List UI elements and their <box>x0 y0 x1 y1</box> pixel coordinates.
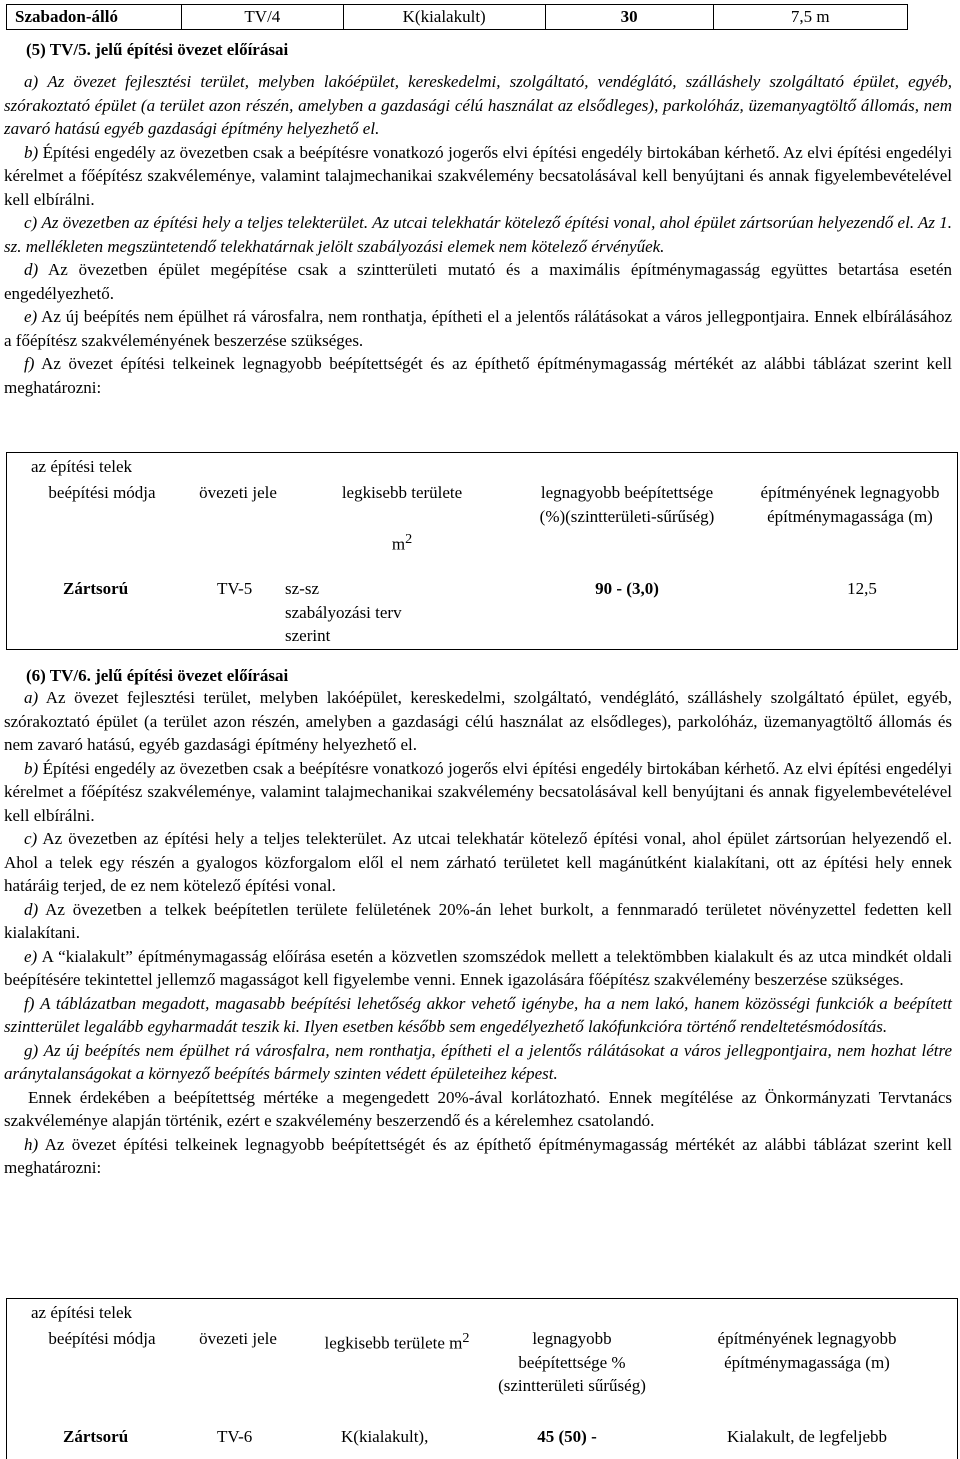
sec6-g-label: g) <box>24 1040 39 1060</box>
sec6-b-text: Építési engedély az övezetben csak a beépítésre vonatkozó jogerős elvi építési engedély birtokában kérhető. Az elvi építési engedélyi kérelmet a főépítész szakvéleménye, valamint talajmechanikai szakvélemény becsatolásával kell benyújtani és annak figyelembevételével kell elbírálni. <box>4 758 952 825</box>
table5-header-max-height: építményének legnagyobb építménymagassága (m) <box>760 483 940 526</box>
table6-header-zone: övezeti jele <box>199 1329 277 1348</box>
table6-row-min-area: K(kialakult), <box>341 1427 429 1446</box>
table6-header-min-area <box>317 1327 477 1355</box>
sec6-f-text: A táblázatban megadott, magasabb beépítési lehetőség akkor vehető igénybe, ha a nem lakó, hanem közösségi funkciók a beépített szintterület legalább egyharmadát teszik ki. Ilyen esetben később sem engedélyezhető lakófunkcióra történő rendeltetésmódosítás. <box>4 993 952 1036</box>
sec6-c-label: c) <box>24 829 38 848</box>
sec6-a-label: a) <box>24 688 39 707</box>
sec6-g-extra-text: Ennek érdekében a beépítettség mértéke a megengedett 20%-ával korlátozható. Ennek megítélése az Önkormányzati Tervtanács szakvéleménye alapján történik, ezért e szakvélemény beszerzendő és a kérelemhez csatolandó. <box>4 1087 952 1130</box>
table6-row-method: Zártsorú <box>63 1427 129 1446</box>
top-row-cell-4: 30 <box>545 5 713 30</box>
sec6-para-b <box>4 757 952 828</box>
table5-header-max-coverage: legnagyobb beépítettsége (%)(szintterületi-sűrűség) <box>539 483 715 526</box>
sec6-c-text: Az övezetben az építési hely a teljes telekterület. Az utcai telekhatár kötelező építési vonal, ahol épület zártsorúan helyezendő el. Ahol a telek egy részén a gyalogos közforgalom elől el nem zárható területet kell magánútként kialakítani, ott az építési hely ennek határáig terjed, de ez nem kötelező építési vonal. <box>4 829 953 895</box>
table5-header-min-area-unit: m <box>391 534 406 554</box>
sec5-c-label: c) <box>24 213 38 232</box>
section-5-heading: (5) TV/5. jelű építési övezet előírásai <box>26 40 289 59</box>
sec5-para-a <box>4 70 952 141</box>
sec6-g-text: Az új beépítés nem épülhet rá városfalra, nem ronthatja, építheti el a jelentős rálátásokat a város jellegpontjaira, nem hozhat létre aránytalanságokat a környező beépítés bármely szinten védett épületeihez képest. <box>4 1040 953 1083</box>
table6-row-max-height: Kialakult, de legfeljebb <box>726 1427 888 1446</box>
sec5-d-text: Az övezetben épület megépítése csak a szintterületi mutató és a maximális építménymagasság együttes betartása esetén engedélyezhető. <box>4 260 952 303</box>
table5-header-min-area-text: legkisebb területe <box>341 483 463 502</box>
sec5-f-label: f) <box>24 354 35 373</box>
table5-row-max-height: 12,5 <box>847 579 877 598</box>
sec5-para-f <box>4 352 952 399</box>
sec6-para-h <box>4 1133 952 1180</box>
table6-header-min-area-sup: 2 <box>462 1330 470 1346</box>
sec5-para-e <box>4 305 952 352</box>
top-row-cell-1: Szabadon-álló <box>7 5 182 30</box>
sec5-e-text: Az új beépítés nem épülhet rá városfalra, nem ronthatja, építheti el a jelentős rálátásokat a város jellegpontjaira. Ennek elbírálásához a főépítész szakvéleményének beszerzése szükséges. <box>4 307 953 350</box>
sec6-a-text: Az övezet fejlesztési terület, melyben lakóépület, kereskedelmi, szolgáltató, vendéglátó, szálláshely szolgáltató épület, egyéb, szórakoztató épület (a terület azon részén, amelyben a gazdasági célú használat az elsődleges), parkolóház, üzemanyagtöltő állomás és nem zavaró hatású, egyéb gazdasági építmény helyezhető el. <box>4 688 952 754</box>
table-tv5 <box>6 452 958 650</box>
table5-group-header: az építési telek <box>31 457 133 476</box>
section-6-heading: (6) TV/6. jelű építési övezet előírásai <box>26 666 289 685</box>
table6-header-min-area-text: legkisebb területe m <box>324 1333 463 1353</box>
sec6-e-text: A “kialakult” építménymagasság előírása esetén a közvetlen szomszédok mellett a telektömbben kialakult és az utca mindkét oldali beépítésére tekintettel jellemző magasságot kell figyelembe venni. Ennek igazolására főépítész szakvélemény beszerzése szükséges. <box>4 946 953 989</box>
sec5-para-d <box>4 258 952 305</box>
sec6-para-c <box>4 827 952 898</box>
table5-header-min-area <box>327 481 477 556</box>
sec5-d-label: d) <box>24 260 39 279</box>
sec6-para-g <box>4 1039 952 1086</box>
sec6-para-a <box>4 686 952 757</box>
table5-row-zone: TV-5 <box>217 579 253 598</box>
table-tv6 <box>6 1298 958 1459</box>
sec6-h-text: Az övezet építési telkeinek legnagyobb beépítettségét és az építhető építménymagasság mértékét az alábbi táblázat szerint kell meghatározni: <box>4 1134 952 1177</box>
table6-row-zone: TV-6 <box>217 1427 253 1446</box>
table6-header-max-coverage: legnagyobb beépítettsége % (szintterületi sűrűség) <box>498 1329 646 1395</box>
table6-header-max-height: építményének legnagyobb építménymagassága (m) <box>717 1329 897 1372</box>
sec5-e-label: e) <box>24 307 38 326</box>
table5-row-method: Zártsorú <box>63 579 129 598</box>
top-row-table <box>6 4 908 30</box>
sec5-b-text: Építési engedély az övezetben csak a beépítésre vonatkozó jogerős elvi építési engedély birtokában kérhető. Az elvi építési engedélyi kérelmet a főépítész szakvéleménye, valamint talajmechanikai szakvélemény becsatolásával kell benyújtani és annak figyelembevételével kell elbírálni. <box>4 142 952 209</box>
table6-group-header: az építési telek <box>31 1303 133 1322</box>
sec5-para-b <box>4 141 952 212</box>
sec6-d-text: Az övezetben a telkek beépítetlen területe felületének 20%-án lehet burkolt, a fennmaradó területet növényzettel fedetten kell kialakítani. <box>4 899 952 942</box>
sec6-para-f <box>4 992 952 1039</box>
sec5-para-c <box>4 211 952 258</box>
sec6-e-label: e) <box>24 946 38 966</box>
sec6-para-e <box>4 945 952 992</box>
sec5-b-label: b) <box>24 142 39 162</box>
sec6-b-label: b) <box>24 758 39 778</box>
table5-header-zone: övezeti jele <box>199 483 277 502</box>
sec5-a-label: a) <box>24 72 39 91</box>
sec5-c-text: Az övezetben az építési hely a teljes telekterület. Az utcai telekhatár kötelező építési vonal, ahol épület zártsorúan helyezendő el. Az 1. sz. mellékleten megszüntetendő telekhatárnak jelölt szabályozási elemek nem kötelező érvényűek. <box>4 213 953 256</box>
sec6-d-label: d) <box>24 899 39 919</box>
section-6-body <box>4 686 952 1180</box>
top-row-cell-2: TV/4 <box>182 5 343 30</box>
sec5-a-text: Az övezet fejlesztési terület, melyben lakóépület, kereskedelmi, szolgáltató, vendéglátó, szálláshely szolgáltató épület, egyéb, szórakoztató épület (a terület azon részén, amelyben a gazdasági célú használat az elsődleges), parkolóház, üzemanyagtöltő állomás, nem zavaró hatású egyéb gazdasági építmény helyezhető el. <box>4 72 952 138</box>
top-row-cell-5: 7,5 m <box>713 5 908 30</box>
table6-row-max-coverage: 45 (50) - <box>537 1427 597 1446</box>
sec6-h-label: h) <box>24 1134 39 1154</box>
table5-row-max-coverage: 90 - (3,0) <box>595 579 659 598</box>
sec6-para-g-extra <box>4 1086 952 1133</box>
table6-header-method: beépítési módja <box>48 1329 156 1348</box>
sec6-para-d <box>4 898 952 945</box>
table5-row-min-area: sz-sz szabályozási terv szerint <box>285 579 402 645</box>
sec5-f-text: Az övezet építési telkeinek legnagyobb beépítettségét és az építhető építménymagasság mértékét az alábbi táblázat szerint kell meghatározni: <box>4 354 952 397</box>
section-5-body <box>4 70 952 399</box>
table5-header-method: beépítési módja <box>48 483 156 502</box>
table5-header-min-area-sup: 2 <box>405 531 413 547</box>
sec6-f-label: f) <box>24 993 35 1013</box>
top-row-cell-3: K(kialakult) <box>343 5 545 30</box>
